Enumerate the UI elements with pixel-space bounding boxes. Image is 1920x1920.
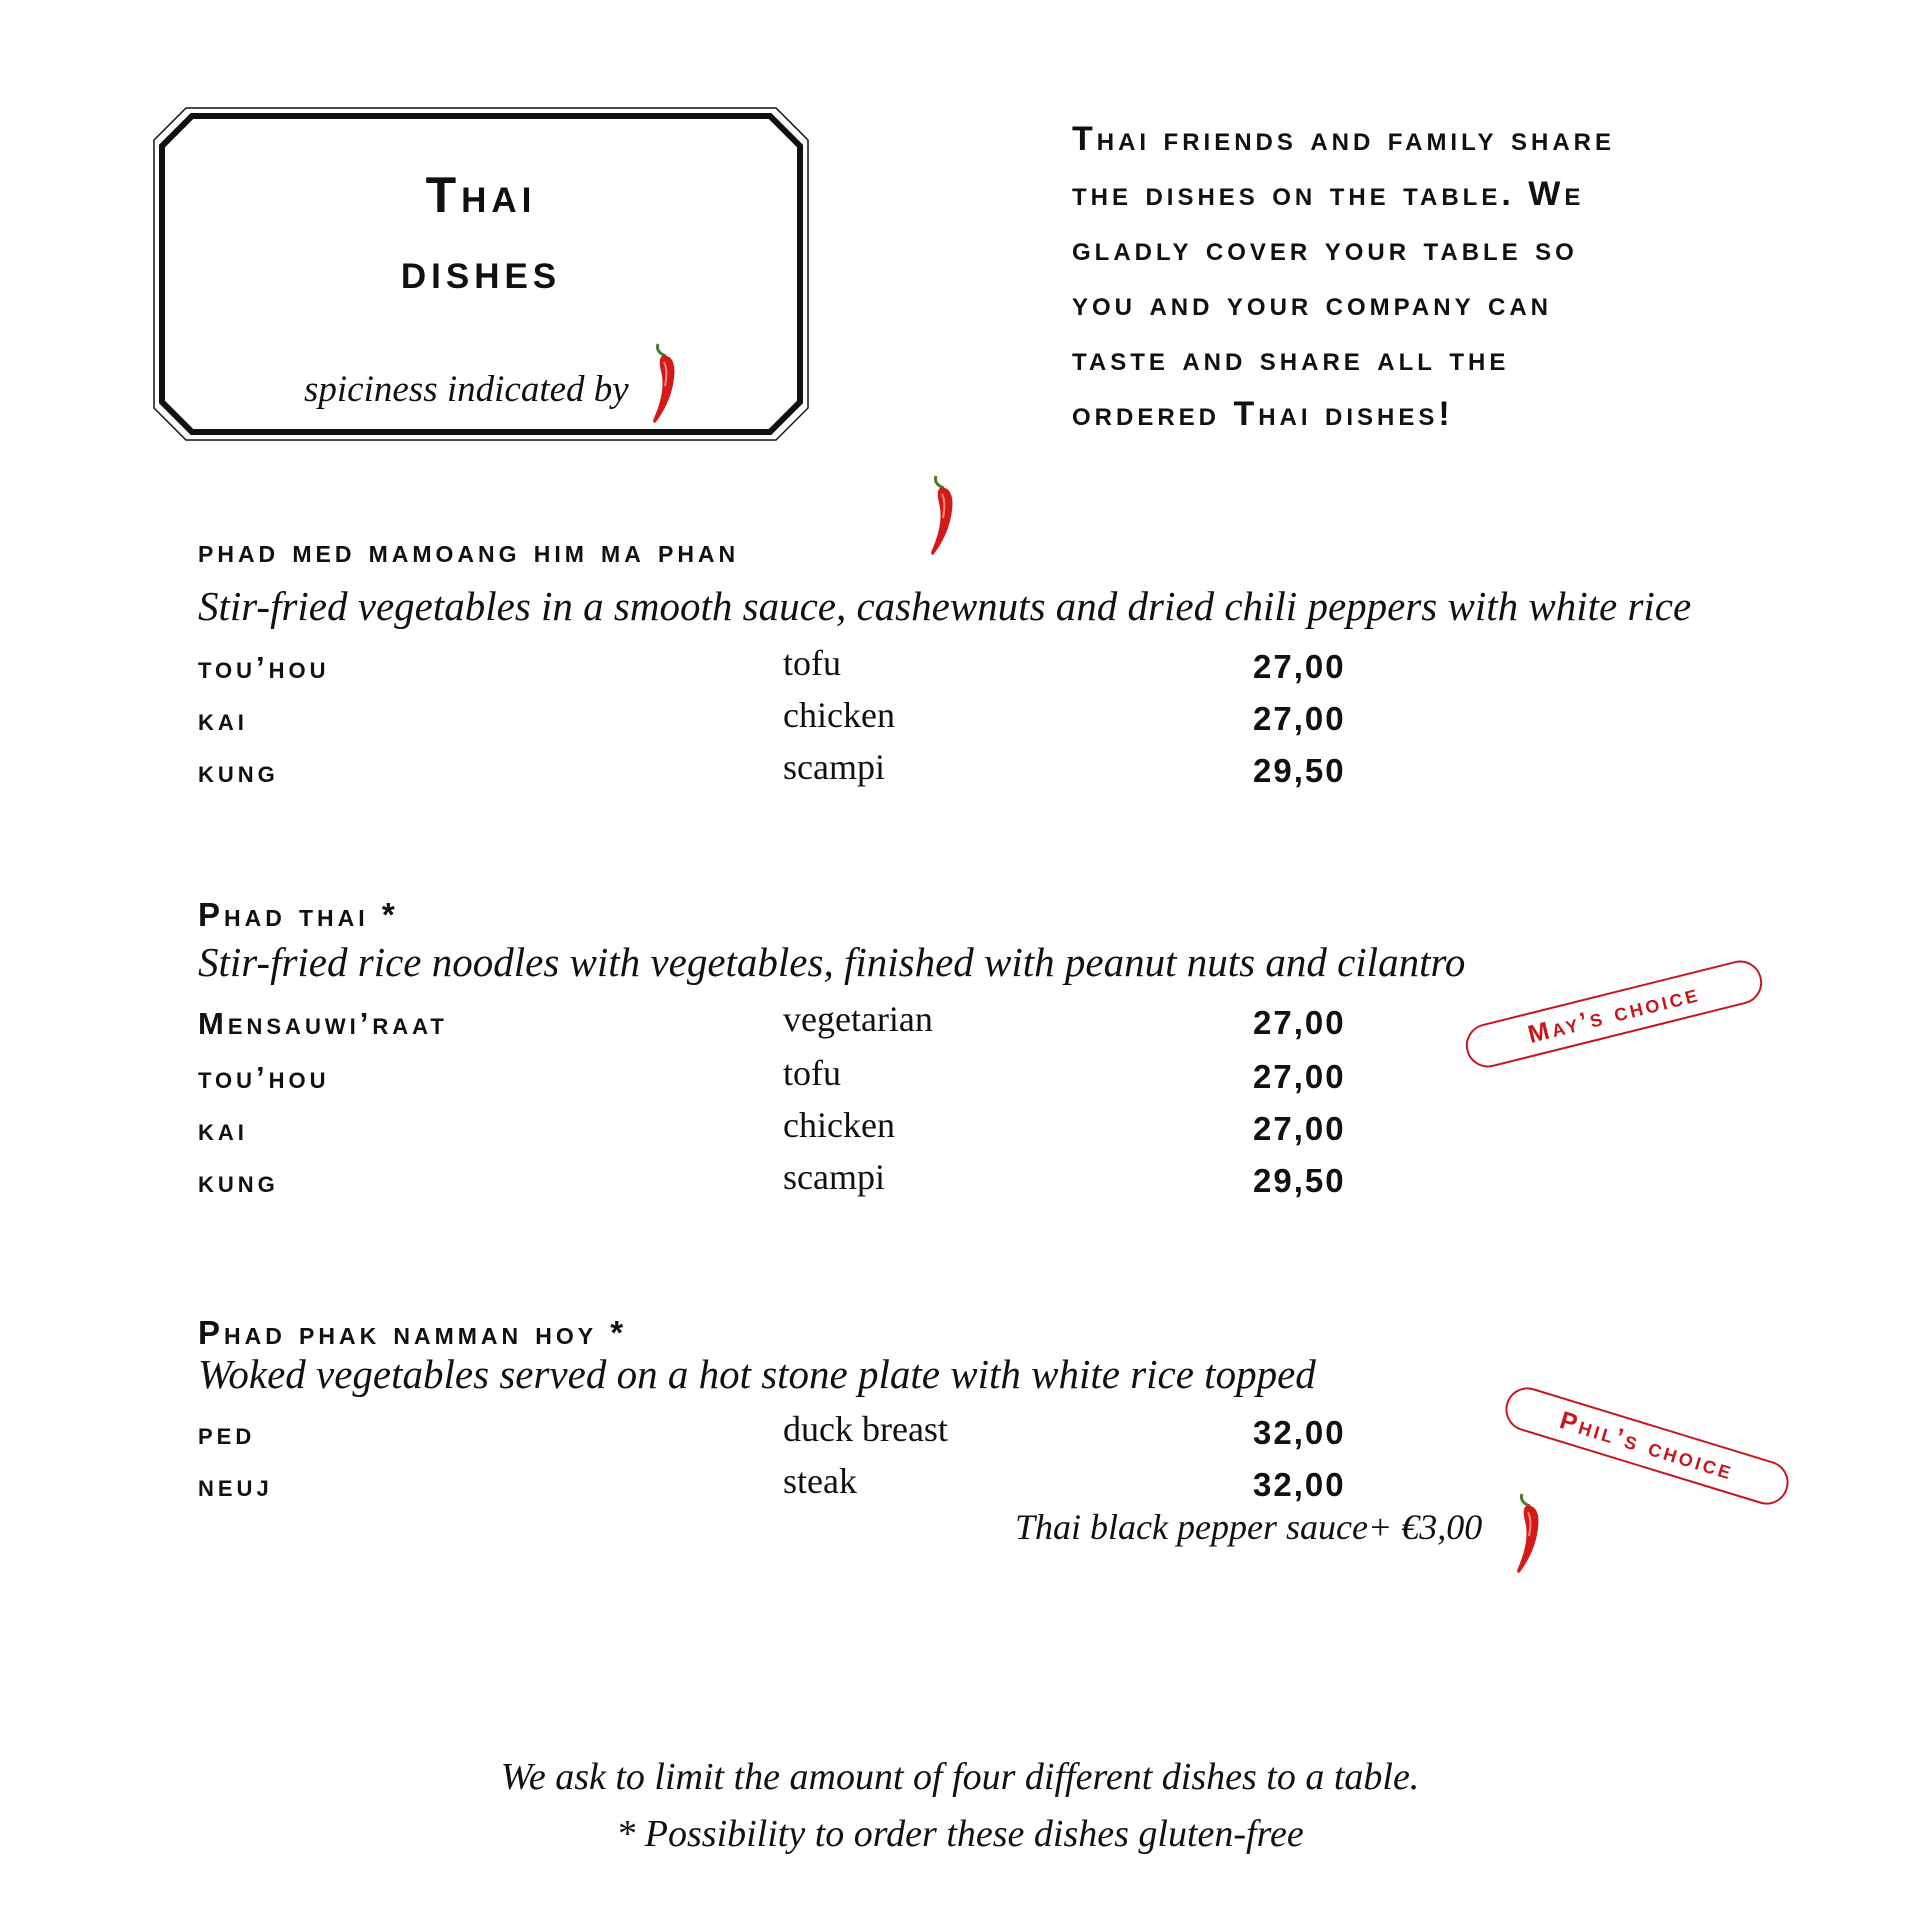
section-title: phad med mamoang him ma phan [198,532,740,569]
intro-text [1072,112,1872,442]
item-name: Mensauwi’raat [198,1006,448,1041]
intro-line: ordered Thai dishes! [1072,395,1454,433]
title-box [152,106,810,442]
item-name: kung [198,754,279,789]
intro-line: Thai friends and family share [1072,120,1616,158]
item-price: 27,00 [1253,700,1346,737]
item-price: 27,00 [1253,1058,1346,1095]
item-desc: tofu [783,643,841,683]
intro-line: you and your company can [1072,285,1553,323]
footer-note: We ask to limit the amount of four different dishes to a table. [500,1756,1420,1798]
intro-line: gladly cover your table so [1072,230,1578,268]
page-title-line2: dishes [400,243,562,299]
menu-item [198,694,1398,744]
item-price: 32,00 [1253,1414,1346,1451]
gluten-free-note: * Possibility to order these dishes gluten-free [616,1813,1304,1855]
spice-note: spiciness indicated by [304,369,629,410]
chili-pepper-icon [924,474,964,563]
menu-item [198,746,1398,796]
item-desc: duck breast [783,1409,948,1449]
menu-item [198,998,1398,1048]
item-price: 27,00 [1253,1110,1346,1147]
section-title: Phad thai * [198,896,399,933]
item-desc: chicken [783,695,895,735]
menu-item [198,1052,1398,1102]
section-description: Stir-fried rice noodles with vegetables, finished with peanut nuts and cilantro [198,939,1466,985]
item-desc: chicken [783,1105,895,1145]
addon-note: Thai black pepper sauce+ €3,00 [1015,1507,1483,1547]
item-desc: tofu [783,1053,841,1093]
menu-item [198,1156,1398,1206]
page-title-line1: Thai [425,167,537,223]
item-price: 27,00 [1253,648,1346,685]
chili-pepper-icon [1510,1492,1550,1581]
intro-line: the dishes on the table. We [1072,175,1585,213]
item-name: tou’hou [198,1060,330,1095]
item-price: 29,50 [1253,752,1346,789]
item-name: kung [198,1164,279,1199]
item-name: neuj [198,1468,273,1503]
item-desc: scampi [783,1157,885,1197]
menu-item [198,1408,1398,1458]
item-price: 32,00 [1253,1466,1346,1503]
section-title: Phad phak namman hoy * [198,1314,628,1351]
mays-choice-stamp: May’s choice [1461,956,1767,1072]
item-name: ped [198,1416,256,1451]
item-desc: steak [783,1461,857,1501]
phils-choice-stamp: Phil’s choice [1500,1382,1794,1510]
section-description: Stir-fried vegetables in a smooth sauce, cashewnuts and dried chili peppers with white rice [198,583,1692,629]
item-price: 29,50 [1253,1162,1346,1199]
item-name: kai [198,1112,248,1147]
item-name: kai [198,702,248,737]
menu-item [198,1104,1398,1154]
item-desc: scampi [783,747,885,787]
item-name: tou’hou [198,650,330,685]
menu-item [198,642,1398,692]
menu-item [198,1460,1398,1510]
item-desc: vegetarian [783,999,933,1039]
item-price: 27,00 [1253,1004,1346,1041]
intro-line: taste and share all the [1072,340,1510,378]
section-description: Woked vegetables served on a hot stone plate with white rice topped [198,1351,1316,1397]
